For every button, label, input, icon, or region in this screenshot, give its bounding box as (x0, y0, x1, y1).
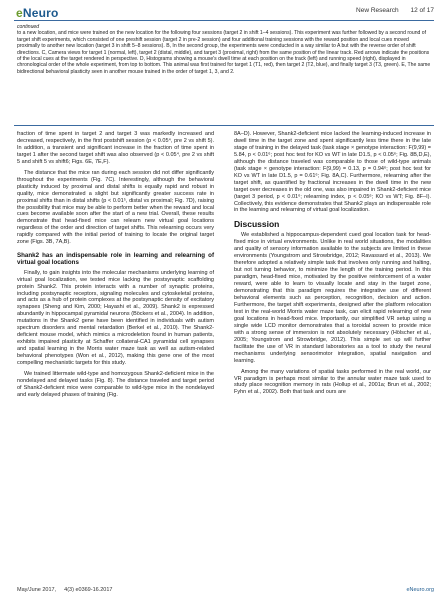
caption-text: to a new location, and mice were trained on the new location for the following four sessions (target 2 in shift 1–4 sessions). This experiment was further followed by a second round of target shift experiments, which consisted of one preshift session (target 2 in pre-2 session) and four additional training sessions with the reward position and local cues moved proximally to another new location (target 3 in shift 5–8 sessions). B, In the second group, the experiments were conducted in a way similar to A but with the reverse order of shift directions. C, Camera views for target 1 (normal, left), target 2 (distal, middle), and target 3 (proximal, right) from the same position of the linear track. Red arrows indicate the positions of the local cues at the target rendered in perspective. D, Histograms showing a mouse's dwell time at each position on the track (left) and running speed (right), displayed in chronological order of the whole experiment, from top to bottom. This animal was first trained for target 1 (T1, red), then target 2 (T2, blue), and finally target 3 (T3, green). E, The same bidirectional behavioral plasticity seen in another mouse trained in the order of target 1, 3, and 2. (17, 30, 431, 75)
section-label: New Research (356, 7, 399, 14)
left-paragraph-3: Finally, to gain insights into the molecular mechanisms underlying learning of virtual goal localization, we tested mice lacking the postsynaptic scaffolding protein Shank2. This protein interacts with a number of synaptic proteins, including postsynaptic receptors, signaling molecules and cytoskeletal proteins, and acts as a hub of protein complexes at the postsynaptic density of excitatory synapses (Sheng and Kim, 2000; Hayashi et al., 2009). Shank2 is expressed abundantly in hippocampal pyramidal neurons (Böckers et al., 2004). In addition, mutations in the Shank2 gene have been identified in individuals with autism spectrum disorders and mental retardation (Berkel et al., 2010). The Shank2-deficient mouse model, which mimics a microdeletion found in human patients, exhibits impaired plasticity at Schaffer collateral-CA1 pyramidal cell synapses and spatial learning in the Morris water maze task as well as autism-related behavioral phenotypes (Won et al., 2012), making this gene one of the most compelling mechanistic targets for this study. (17, 269, 214, 367)
right-paragraph-1: 8A–D). However, Shank2-deficient mice lacked the learning-induced increase in dwell time in the target zone and spent significantly less time there in the late stage of training in the delayed task (task stage × genotype interaction: F(9,99) = 5.84, p < 0.01⁶; post hoc test for KO vs WT in late D1.5, p < 0.05⁶; Fig. 8B,D,E), although the distance traveled was comparable to those of wild-type animals (task stage × genotype interaction: F(9,99) = 0.13, p = 0.94⁶; post hoc test for KO vs WT in late D1.5, p = 0.61⁶; Fig. 8A,C). Furthermore, relearning after the target shift, as quantified by fractional increases in the dwell time in the new target over decreases in the old one, was also impaired in Shank2-deficient mice (target 3 period, p < 0.01⁶; relearning index, p < 0.05⁶; KO vs WT; Fig. 8F–I). Collectively, this evidence demonstrates that Shank2 plays an indispensable role in the learning and relearning of virtual goal localization. (234, 131, 431, 214)
right-column (234, 131, 431, 400)
page-footer (17, 587, 120, 593)
footer-date: May/June 2017, (17, 587, 57, 593)
header-rule (14, 20, 434, 21)
caption-rule (14, 125, 434, 126)
logo-e: e (16, 6, 23, 20)
footer-volume: 4(3) e0369-16.2017 (64, 587, 113, 593)
right-paragraph-3: Among the many variations of spatial tasks performed in the real world, our VR paradigm is perhaps most similar to the annular water maze task used to study place recognition memory in rats (Hollup et al., 2001a; Brun et al., 2002; Fyhn et al., 2002). Both that task and ours are (234, 368, 431, 396)
shank2-section-heading: Shank2 has an indispensable role in learning and relearning of virtual goal locations (17, 252, 214, 267)
left-column (17, 131, 214, 403)
footer-site: eNeuro.org (406, 587, 434, 593)
left-paragraph-4: We trained littermate wild-type and homozygous Shank2-deficient mice in the nondelayed and delayed tasks (Fig. 8). The distance traveled and target period of Shank2-deficient mice were comparable to wild-type mice in the nondelayed and early delayed phases of training (Fig. (17, 371, 214, 398)
left-paragraph-1: fraction of time spent in target 2 and target 3 was markedly increased and decreased, respectively, in the first postshift session (p < 0.05⁴, pre 2 vs shift 5). In addition, a transient and significant increase in the fraction of time spent in target 1 after the second target shift was also observed (p < 0.05⁴, pre 2 vs shift 5 and shift 5 vs shift6; Figs. 6E, 7E,F). (17, 131, 214, 165)
journal-logo (16, 6, 59, 20)
left-paragraph-2: The distance that the mice ran during each session did not differ significantly throughout the experiments (Fig. 7C). Interestingly, although the behavioral plasticity induced by proximal and distal shifts is equally rapid and robust in quality, mice demonstrated a slight but significantly greater success rate in proximal shifts than in distal shifts (p < 0.01⁵, distal vs proximal; Fig. 7D), raising the possibility that mice may be able to perform better when the reward and local cues become available soon after the start of a new trial. Overall, these results demonstrate that head-fixed mice can relearn new virtual goal locations regardless of the order and direction of target shifts. This relearning occurs very rapidly compared with the initial period of training to locate the original target zone (Figs. 3B, 7A,B). (17, 169, 214, 246)
figure-caption (17, 24, 431, 75)
caption-continued: continued (17, 24, 40, 30)
discussion-heading: Discussion (234, 219, 280, 230)
right-paragraph-2: We established a hippocampus-dependent cued goal location task for head-fixed mice in virtual environments. Unlike in real world situations, the modalities and quality of sensory information available to the subjects are limited in these environments (Youngstrom and Strowbridge, 2012; Ravassard et al., 2013). We therefore adopted a relatively simple task that involves only running and halting, but not turning behavior, to minimize the length of the training period. In this paradigm, head-fixed mice, motivated by the positive reinforcement of a water reward, were able to learn to visually locate and stay in the target zone, demonstrating that this paradigm requires the integrative use of different behavioral elements such as perception, recognition, decision and action. Furthermore, the target shift experiments, designed after the platform relocation test in the real-world Morris water maze task, can elicit rapid relearning of new goal locations in head-fixed mice. Importantly, our simplified VR setup using a single wide LCD monitor demonstrates that a toroidal screen to provide mice with a strong sense of immersion is not absolutely necessary (Hölscher et al., 2005; Youngstrom and Strowbridge, 2012). This simple set up will further facilitate the use of VR in standard laboratories as a tool to study the neural mechanisms underlying sensorimotor integration, spatial navigation and learning. (234, 232, 431, 364)
page-number: 12 of 17 (410, 7, 434, 14)
page-header-right (346, 7, 434, 14)
logo-rest: Neuro (22, 6, 59, 20)
